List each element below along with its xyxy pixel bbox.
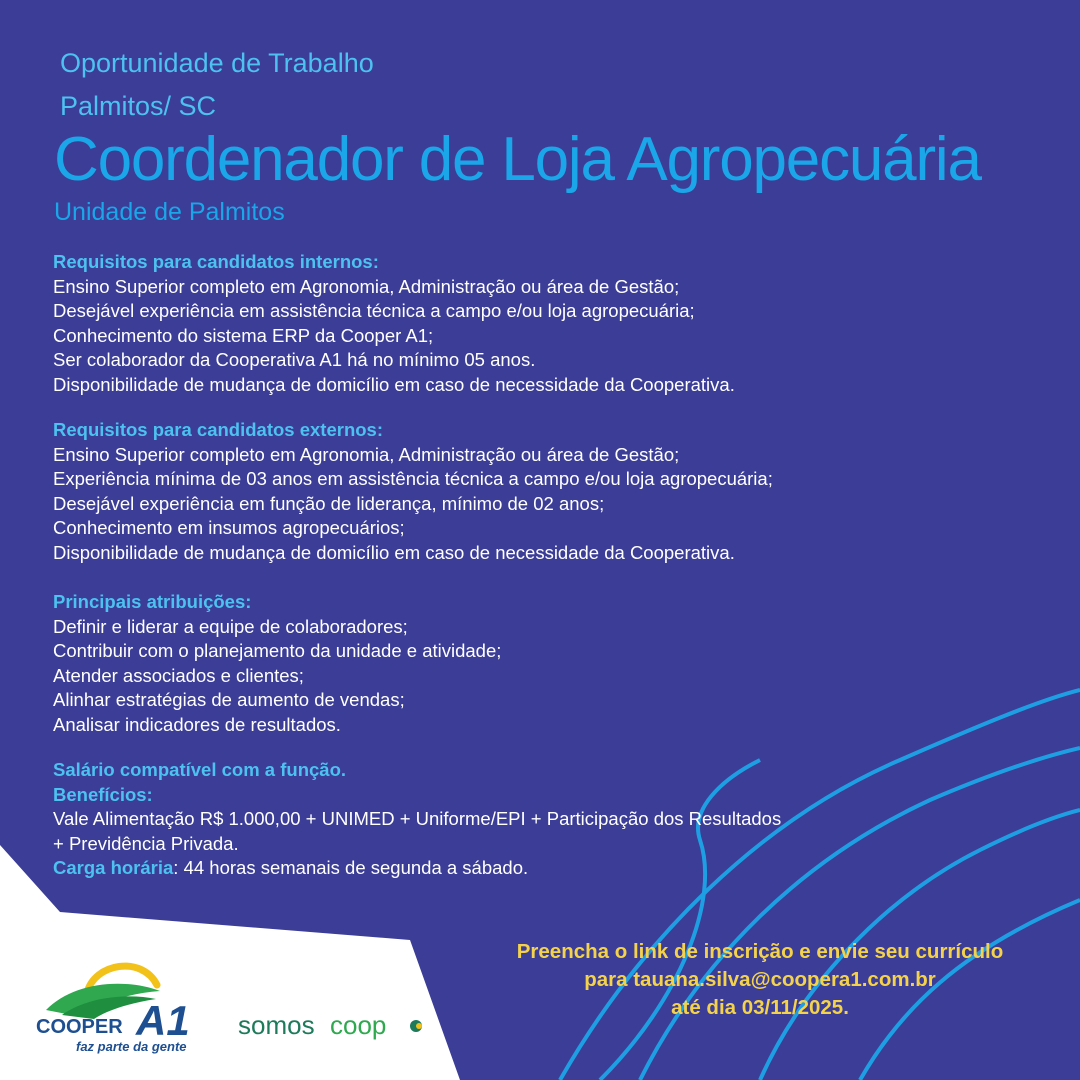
list-item: Contribuir com o planejamento da unidade e atividade; [53, 640, 502, 661]
list-item: Ensino Superior completo em Agronomia, Administração ou área de Gestão; [53, 443, 680, 465]
benefits-line: + Previdência Privada. [53, 832, 239, 854]
benefits-heading: Benefícios: [53, 783, 153, 805]
list-item: Atender associados e clientes; [53, 664, 304, 686]
header-location: Palmitos/ SC [60, 91, 217, 121]
coop-text: coop [330, 1010, 387, 1040]
list-item: Conhecimento em insumos agropecuários; [53, 517, 405, 538]
list-item: Disponibilidade de mudança de domicílio em caso de necessidade da Cooperativa. [53, 373, 735, 395]
cta-email: para tauana.silva@coopera1.com.br [584, 968, 936, 991]
header-opportunity: Oportunidade de Trabalho [60, 48, 374, 78]
workload-line [53, 856, 953, 881]
somos-text: somos [238, 1010, 315, 1040]
external-requirements [53, 418, 953, 565]
a1-mark: A1 [136, 997, 190, 1044]
cta-line: Preencha o link de inscrição e envie seu currículo [516, 940, 1004, 963]
workload-label: Carga horária [53, 857, 174, 878]
cta-deadline: até dia 03/11/2025. [671, 996, 849, 1019]
compensation [53, 758, 953, 881]
list-item: Desejável experiência em função de liderança, mínimo de 02 anos; [53, 492, 605, 514]
job-title: Coordenador de Loja Agropecuária [54, 125, 981, 194]
list-item: Ser colaborador da Cooperativa A1 há no mínimo 05 anos. [53, 349, 536, 370]
internal-requirements [53, 250, 953, 397]
list-item: Conhecimento do sistema ERP da Cooper A1; [53, 324, 434, 346]
list-item: Disponibilidade de mudança de domicílio em caso de necessidade da Cooperativa. [53, 541, 735, 563]
cooper-a1-logo [32, 955, 202, 1055]
somoscoop-logo [238, 1008, 428, 1044]
cooper-slogan: faz parte da gente [76, 1039, 187, 1054]
internal-requirements-heading: Requisitos para candidatos internos: [53, 251, 379, 272]
main-duties [53, 590, 953, 737]
benefits-line: Vale Alimentação R$ 1.000,00 + UNIMED + Uniforme/EPI + Participação dos Resultados [53, 808, 782, 829]
job-unit: Unidade de Palmitos [54, 198, 285, 226]
cooper-text: COOPER [36, 1016, 123, 1038]
job-header [60, 42, 374, 128]
list-item: Analisar indicadores de resultados. [53, 713, 341, 735]
list-item: Desejável experiência em assistência técnica a campo e/ou loja agropecuária; [53, 300, 695, 321]
list-item: Definir e liderar a equipe de colaboradores; [53, 615, 408, 637]
call-to-action [455, 938, 1065, 1022]
salary-heading: Salário compatível com a função. [53, 759, 347, 780]
main-duties-heading: Principais atribuições: [53, 591, 252, 612]
list-item: Experiência mínima de 03 anos em assistência técnica a campo e/ou loja agropecuária; [53, 468, 773, 489]
list-item: Ensino Superior completo em Agronomia, Administração ou área de Gestão; [53, 275, 680, 297]
list-item: Alinhar estratégias de aumento de vendas; [53, 689, 405, 710]
external-requirements-heading: Requisitos para candidatos externos: [53, 419, 384, 440]
workload-text: : 44 horas semanais de segunda a sábado. [173, 857, 529, 878]
